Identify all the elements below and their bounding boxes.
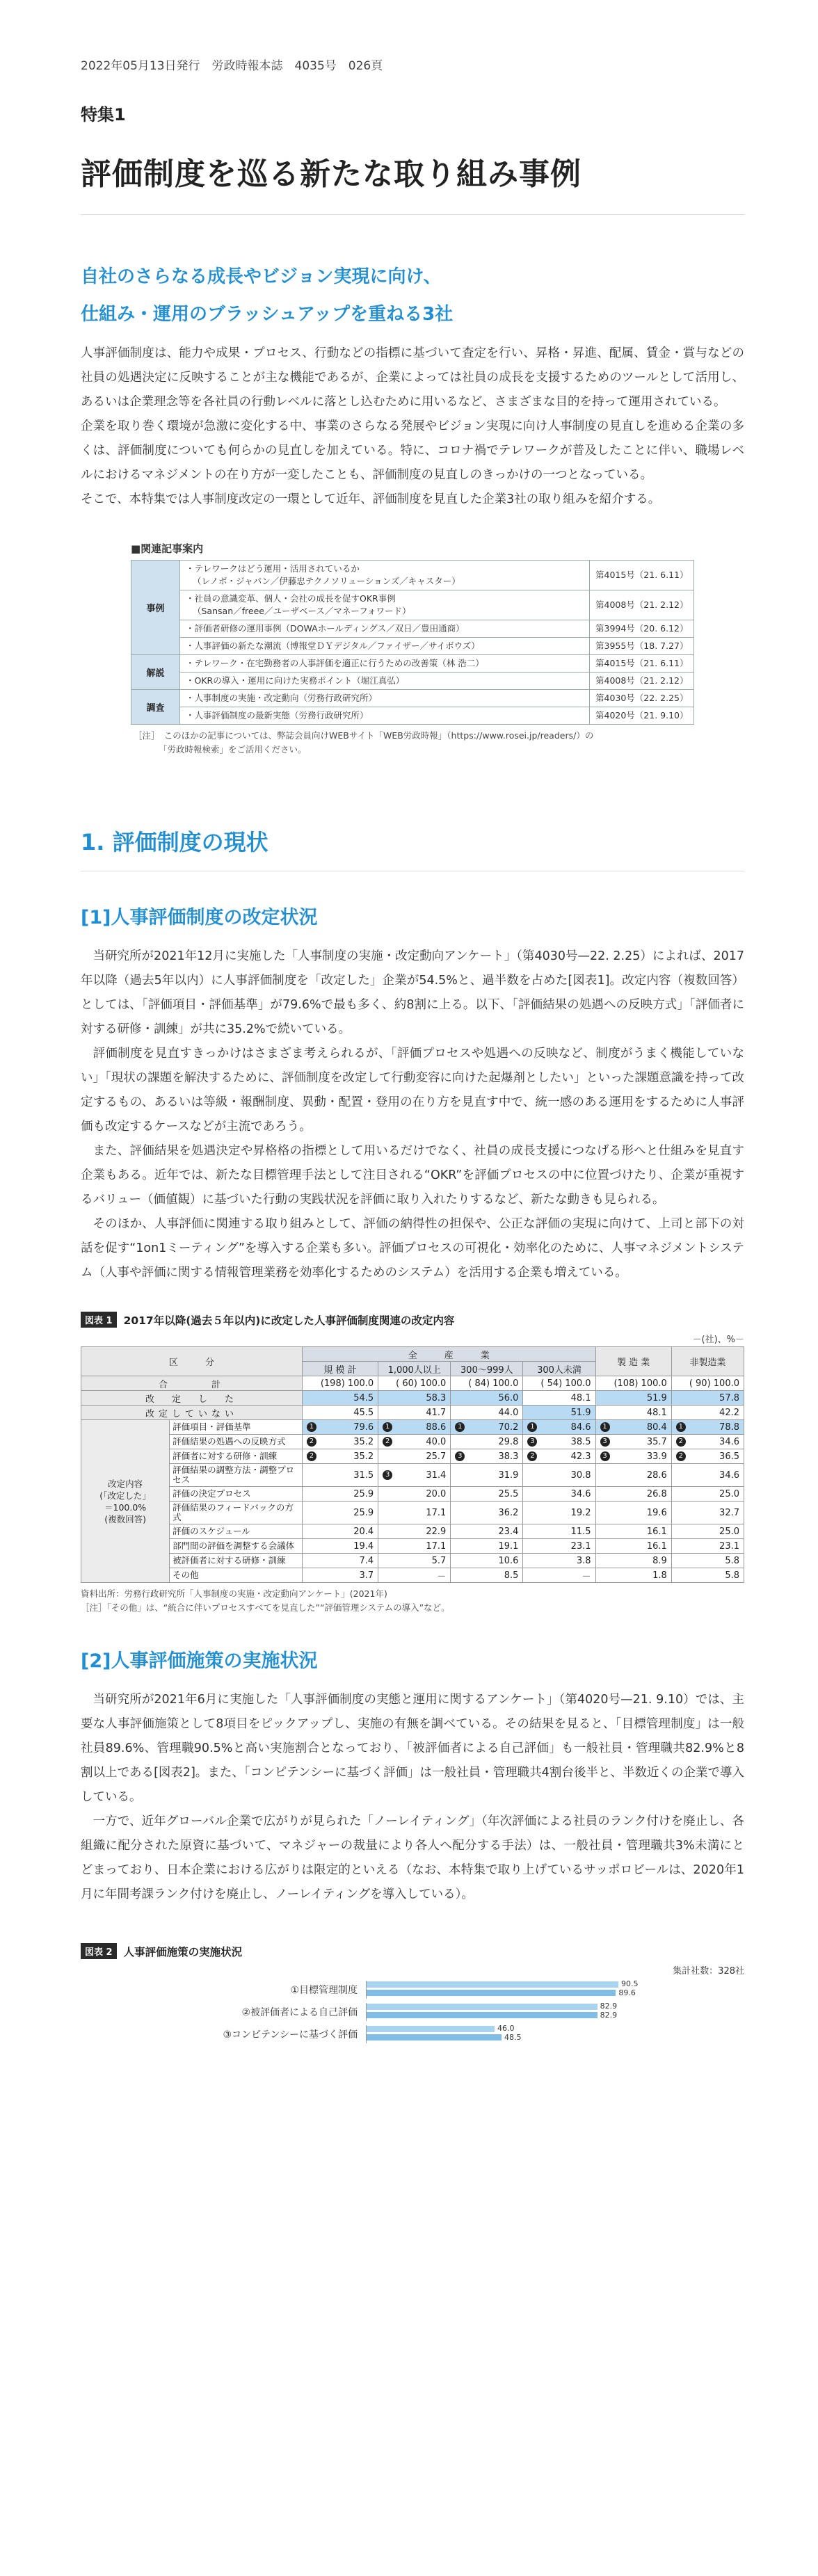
rank-badge: 3 — [455, 1451, 465, 1461]
related-row — [131, 638, 694, 655]
related-note-line: ［注］ このほかの記事については、弊誌会員向けWEBサイト「WEB労政時報」（https://www.rosei.jp/readers/）の — [134, 730, 594, 741]
issue-meta: 2022年05月13日発行 労政時報本誌 4035号 026頁 — [81, 59, 383, 73]
table-cell: ( 90) 100.0 — [671, 1376, 744, 1391]
bar-mark — [367, 2004, 598, 2010]
table-cell — [671, 1502, 744, 1524]
bar-value: 82.9 — [600, 2011, 618, 2020]
figure-2-bars — [81, 1981, 744, 2043]
table-cell — [523, 1524, 595, 1539]
table-cell — [523, 1449, 595, 1464]
bar-mark — [367, 1981, 618, 1988]
rank-badge: 2 — [383, 1437, 392, 1447]
body-paragraph: 当研究所が2021年12月に実施した「人事制度の実施・改定動向アンケート」（第4030号—22. 2.25）によれば、2017年以降（過去5年以内）に人事評価制度を「改定した」企業が54.5%と、過半数を占めた[図表1]。改定内容（複数回答）としては、「評価項目・評価基準」が79.6%で最も多く、約8割に上る。以下、「評価結果の処遇への反映方式」「評価者に対する研修・訓練」が共に35.2%で続いている。 — [81, 949, 744, 1036]
row-total-label: 合 計 — [81, 1376, 303, 1391]
table-cell — [378, 1568, 451, 1583]
cell-value: 31.5 — [353, 1470, 374, 1481]
cell-value: 31.4 — [426, 1470, 447, 1481]
related-item-title: ・テレワークはどう運用・活用されているか — [186, 563, 360, 574]
cell-value: － — [437, 1571, 447, 1582]
related-row — [131, 561, 694, 590]
table-cell — [302, 1539, 378, 1554]
cell-value: 31.9 — [498, 1470, 519, 1481]
related-articles-box — [131, 541, 694, 757]
table-cell — [302, 1435, 378, 1449]
cell-value: 5.8 — [725, 1570, 739, 1581]
table-cell — [451, 1554, 523, 1568]
table-cell — [302, 1524, 378, 1539]
related-item — [180, 638, 590, 655]
related-item — [180, 707, 590, 725]
rank-badge: 1 — [383, 1422, 392, 1432]
cell-value: 88.6 — [426, 1422, 447, 1433]
cell-value: 23.1 — [719, 1540, 739, 1552]
related-item — [180, 655, 590, 673]
related-articles-table — [131, 560, 694, 725]
table-cell — [302, 1420, 378, 1435]
cell-value: 28.6 — [646, 1470, 667, 1481]
item-label: 評価のスケジュール — [170, 1524, 303, 1539]
table-row — [81, 1568, 744, 1583]
cell-value: 35.2 — [353, 1451, 374, 1462]
cell-value: 3.8 — [576, 1555, 591, 1566]
rank-badge: 1 — [455, 1422, 465, 1432]
bar-mark — [367, 1990, 616, 1996]
cell-value: 22.9 — [426, 1526, 447, 1537]
cell-value: 5.8 — [725, 1555, 739, 1566]
table-cell — [595, 1435, 671, 1449]
rank-badge: 3 — [600, 1437, 610, 1447]
table-cell: 54.5 — [302, 1391, 378, 1406]
cell-value: 38.3 — [498, 1451, 519, 1462]
table-row — [81, 1502, 744, 1524]
item-label: 評価項目・評価基準 — [170, 1420, 303, 1435]
bar-mark — [367, 2026, 495, 2032]
cell-value: 33.9 — [646, 1451, 667, 1462]
cell-value: 40.0 — [426, 1436, 447, 1447]
table-row — [81, 1435, 744, 1449]
cell-value: 35.2 — [353, 1436, 374, 1447]
table-cell — [523, 1554, 595, 1568]
intro-paragraph: 人事評価制度は、能力や成果・プロセス、行動などの指標に基づいて査定を行い、昇格・昇進、配属、賃金・賞与などの社員の処遇決定に反映することが主な機能であるが、企業によっては社員の成長を支援するためのツールとして活用し、あるいは企業理念等を各社員の行動レベルに落とし込むために用いるなど、さまざまな目的を持って運用されている。 — [81, 346, 744, 409]
cell-value: 25.9 — [353, 1507, 374, 1518]
cell-value: 17.1 — [426, 1540, 447, 1552]
cell-value: 42.3 — [570, 1451, 591, 1462]
rank-badge: 2 — [307, 1437, 316, 1447]
bar-value: 82.9 — [600, 2002, 618, 2011]
item-label: 評価者に対する研修・訓練 — [170, 1449, 303, 1464]
cell-value: 16.1 — [646, 1526, 667, 1537]
table-cell: 48.1 — [523, 1391, 595, 1406]
section-heading: 1. 評価制度の現状 — [81, 829, 268, 855]
table-cell: ( 54) 100.0 — [523, 1376, 595, 1391]
table-cell: 51.9 — [595, 1391, 671, 1406]
body-paragraph: 一方で、近年グローバル企業で広がりが見られた「ノーレイティング」（年次評価による社員のランク付けを廃止し、各組織に配分された原資に基づいて、マネジャーの裁量により各人へ配分する手法）は、一般社員・管理職共3%未満にとどまっており、日本企業における広がりは限定的といえる（なお、本特集で取り上げているサッポロビールは、2020年1月に年間考課ランク付けを廃止し、ノーレイティングを導入している）。 — [81, 1814, 744, 1901]
related-issue-number: 第4015号（21. 6.11） — [590, 561, 694, 590]
figure-1-table — [81, 1346, 744, 1583]
rank-badge: 2 — [307, 1451, 316, 1461]
table-cell — [451, 1502, 523, 1524]
table-cell — [671, 1420, 744, 1435]
table-cell — [378, 1554, 451, 1568]
related-issue-number: 第3955号（18. 7.27） — [590, 638, 694, 655]
table-cell — [451, 1464, 523, 1487]
table-cell — [302, 1502, 378, 1524]
subsection-heading: [2]人事評価施策の実施状況 — [81, 1650, 318, 1672]
col-header-kubun: 区 分 — [81, 1347, 303, 1376]
cell-value: 7.4 — [359, 1555, 374, 1566]
table-cell: 58.3 — [378, 1391, 451, 1406]
figure-1-source-line: 資料出所：労務行政研究所「人事制度の実施・改定動向アンケート」(2021年) — [81, 1588, 387, 1599]
table-row — [81, 1464, 744, 1487]
table-cell — [595, 1502, 671, 1524]
table-cell — [302, 1554, 378, 1568]
related-item-title: ・テレワーク・在宅勤務者の人事評価を適正に行うための改善策（林 浩二） — [186, 658, 484, 668]
bar-label: ①目標管理制度 — [290, 1985, 358, 1996]
rank-badge: 1 — [600, 1422, 610, 1432]
table-cell — [671, 1487, 744, 1502]
cell-value: 35.7 — [646, 1436, 667, 1447]
related-row — [131, 620, 694, 638]
col-header-size-mid: 300～999人 — [451, 1362, 523, 1376]
table-row — [81, 1487, 744, 1502]
cell-value: 34.6 — [570, 1488, 591, 1499]
cell-value: 19.6 — [646, 1507, 667, 1518]
related-issue-number: 第4008号（21. 2.12） — [590, 673, 694, 690]
table-cell — [378, 1524, 451, 1539]
figure-2 — [81, 1943, 744, 2043]
row-not-changed — [81, 1406, 744, 1420]
category-cell: 改定内容 (「改定した」 ＝100.0% (複数回答) — [81, 1420, 170, 1583]
rank-badge: 1 — [307, 1422, 316, 1432]
subsection-heading: [1]人事評価制度の改定状況 — [81, 907, 318, 928]
related-category: 解説 — [131, 655, 180, 690]
table-cell — [523, 1502, 595, 1524]
figure-1-note: ［注］「その他」は、“統合に伴いプロセスすべてを見直した”“評価管理システムの導入”など。 — [81, 1602, 450, 1613]
intro-paragraph: 企業を取り巻く環境が急激に変化する中、事業のさらなる発展やビジョン実現に向け人事制度の見直しを進める企業の多くは、評価制度についても何らかの見直しを加えている。特に、コロナ禍でテレワークが普及したことに伴い、職場レベルにおけるマネジメントの在り方が一変したことも、評価制度の見直しのきっかけの一つとなっている。 — [81, 419, 744, 482]
table-cell — [523, 1435, 595, 1449]
related-item-title: ・OKRの導入・運用に向けた実務ポイント（堀江真弘） — [186, 675, 405, 686]
figure-2-title — [81, 1943, 744, 1959]
related-issue-number: 第4030号（22. 2.25） — [590, 690, 694, 707]
related-note-line: 「労政時報検索」をご活用ください。 — [159, 744, 307, 755]
item-label: 部門間の評価を調整する会議体 — [170, 1539, 303, 1554]
table-cell — [523, 1539, 595, 1554]
col-header-non-manufacturing: 非製造業 — [671, 1347, 744, 1376]
cell-value: 1.8 — [652, 1570, 667, 1581]
related-item-title: ・評価者研修の運用事例（DOWAホールディングス／双日／豊田通商） — [186, 623, 465, 634]
table-cell: (198) 100.0 — [302, 1376, 378, 1391]
table-cell — [595, 1554, 671, 1568]
cell-value: 36.5 — [719, 1451, 739, 1462]
cell-value: 11.5 — [570, 1526, 591, 1537]
related-issue-number: 第3994号（20. 6.12） — [590, 620, 694, 638]
item-label: 評価結果の処遇への反映方式 — [170, 1435, 303, 1449]
table-row — [81, 1539, 744, 1554]
cell-value: 20.0 — [426, 1488, 447, 1499]
table-cell — [451, 1568, 523, 1583]
table-cell — [378, 1539, 451, 1554]
table-cell: 45.5 — [302, 1406, 378, 1420]
table-cell: ( 60) 100.0 — [378, 1376, 451, 1391]
table-cell — [451, 1435, 523, 1449]
table-cell — [671, 1464, 744, 1487]
rank-badge: 3 — [600, 1451, 610, 1461]
table-cell — [523, 1464, 595, 1487]
intro-text — [81, 341, 744, 512]
rank-badge: 1 — [527, 1422, 537, 1432]
intro-paragraph: そこで、本特集では人事制度改定の一環として近年、評価制度を見直した企業3社の取り組みを紹介する。 — [81, 492, 661, 506]
item-label: 評価結果のフィードバックの方式 — [170, 1502, 303, 1524]
cell-value: 19.1 — [498, 1540, 519, 1552]
table-cell — [302, 1568, 378, 1583]
cell-value: 34.6 — [719, 1436, 739, 1447]
row-changed — [81, 1391, 744, 1406]
cell-value: 30.8 — [570, 1470, 591, 1481]
page-title: 評価制度を巡る新たな取り組み事例 — [81, 156, 582, 192]
bar-value: 89.6 — [618, 1988, 636, 1997]
table-cell — [378, 1420, 451, 1435]
figure-2-count: 集計社数：328社 — [673, 1966, 744, 1977]
cell-value: 70.2 — [498, 1422, 519, 1433]
table-cell — [451, 1449, 523, 1464]
col-header-all-industries: 全 産 業 — [302, 1347, 595, 1362]
related-row — [131, 690, 694, 707]
table-cell: 42.2 — [671, 1406, 744, 1420]
lead-heading — [81, 258, 744, 333]
rank-badge: 2 — [527, 1451, 537, 1461]
figure-1-source — [81, 1587, 744, 1615]
figure-1-unit: －(社)、%－ — [692, 1335, 744, 1345]
related-row — [131, 590, 694, 620]
related-issue-number: 第4020号（21. 9.10） — [590, 707, 694, 725]
related-articles-title: ■関連記事案内 — [131, 542, 204, 555]
table-cell — [595, 1568, 671, 1583]
table-cell — [671, 1524, 744, 1539]
related-item-subtitle: （Sansan／freee／ユーザベース／マネーフォワード） — [193, 606, 411, 616]
cell-value: 38.5 — [570, 1436, 591, 1447]
cell-value: 36.2 — [498, 1507, 519, 1518]
table-cell — [523, 1420, 595, 1435]
table-cell — [378, 1449, 451, 1464]
cell-value: 32.7 — [719, 1507, 739, 1518]
related-item-title: ・人事制度の実施・改定動向（労務行政研究所） — [186, 693, 378, 703]
cell-value: 16.1 — [646, 1540, 667, 1552]
table-cell — [595, 1539, 671, 1554]
related-item-title: ・人事評価の新たな潮流（博報堂ＤＹデジタル／ファイザー／サイボウズ） — [186, 641, 480, 651]
cell-value: 25.7 — [426, 1451, 447, 1462]
table-cell — [671, 1449, 744, 1464]
row-total — [81, 1376, 744, 1391]
related-item — [180, 561, 590, 590]
related-item — [180, 690, 590, 707]
item-label: 評価結果の調整方法・調整プロセス — [170, 1464, 303, 1487]
item-label: その他 — [170, 1568, 303, 1583]
figure-1-badge: 図表 1 — [81, 1312, 117, 1328]
rank-badge: 1 — [676, 1422, 686, 1432]
table-cell — [671, 1435, 744, 1449]
figure-2-caption: 人事評価施策の実施状況 — [123, 1945, 243, 1958]
table-cell: (108) 100.0 — [595, 1376, 671, 1391]
figure-2-badge: 図表 2 — [81, 1943, 117, 1959]
bar-row — [81, 2025, 744, 2043]
rank-badge: 2 — [676, 1451, 686, 1461]
table-cell — [451, 1420, 523, 1435]
item-label: 被評価者に対する研修・訓練 — [170, 1554, 303, 1568]
row-not-changed-label: 改定していない — [81, 1406, 303, 1420]
table-cell — [523, 1487, 595, 1502]
table-row — [81, 1449, 744, 1464]
body-paragraph: 評価制度を見直すきっかけはさまざま考えられるが、「評価プロセスや処遇への反映など、制度がうまく機能していない」「現状の課題を解決するために、評価制度を改定して行動変容に向けた起爆剤としたい」といった課題意識を持って改定するもの、あるいは等級・報酬制度、異動・配置・登用の在り方を見直す中で、統一感のある運用をするために人事評価も改定するケースなどが主流であろう。 — [81, 1047, 744, 1134]
table-row — [81, 1420, 744, 1435]
cell-value: 8.9 — [652, 1555, 667, 1566]
rank-badge: 3 — [527, 1437, 537, 1447]
row-changed-label: 改 定 し た — [81, 1391, 303, 1406]
table-cell — [302, 1487, 378, 1502]
related-row — [131, 655, 694, 673]
table-cell — [595, 1487, 671, 1502]
table-cell: ( 84) 100.0 — [451, 1376, 523, 1391]
cell-value: 8.5 — [504, 1570, 519, 1581]
related-category: 調査 — [131, 690, 180, 725]
related-category: 事例 — [131, 561, 180, 655]
cell-value: 84.6 — [570, 1422, 591, 1433]
bar-row — [81, 2003, 744, 2021]
cell-value: 23.1 — [570, 1540, 591, 1552]
table-cell — [595, 1449, 671, 1464]
related-item-subtitle: （レノボ・ジャパン／伊藤忠テクノソリューションズ／キャスター） — [193, 576, 460, 586]
bar-label: ②被評価者による自己評価 — [241, 2007, 358, 2018]
table-cell — [595, 1524, 671, 1539]
cell-value: 79.6 — [353, 1422, 374, 1433]
related-issue-number: 第4015号（21. 6.11） — [590, 655, 694, 673]
table-cell — [302, 1464, 378, 1487]
body-paragraph: 当研究所が2021年6月に実施した「人事評価制度の実態と運用に関するアンケート」（第4020号—21. 9.10）では、主要な人事評価施策として8項目をピックアップし、実施の有無を調べている。その結果を見ると、「目標管理制度」は一般社員89.6%、管理職90.5%と高い実施割合となっており、「被評価者による自己評価」も一般社員・管理職共82.9%と8割以上である[図表2]。また、「コンピテンシーに基づく評価」は一般社員・管理職共4割台後半と、半数近くの企業で導入している。 — [81, 1693, 744, 1804]
col-header-total: 規 模 計 — [302, 1362, 378, 1376]
table-cell — [378, 1487, 451, 1502]
bar-value: 46.0 — [497, 2024, 515, 2033]
table-cell: 48.1 — [595, 1406, 671, 1420]
table-cell — [451, 1487, 523, 1502]
table-cell: 51.9 — [523, 1406, 595, 1420]
body-paragraph: そのほか、人事評価に関連する取り組みとして、評価の納得性の担保や、公正な評価の実現に向けて、上司と部下の対話を促す“1on1ミーティング”を導入する企業も多い。評価プロセスの可視化・効率化のために、人事マネジメントシステム（人事や評価に関する情報管理業務を効率化するためのシステム）を活用する企業も増えている。 — [81, 1217, 744, 1280]
cell-value: 78.8 — [719, 1422, 739, 1433]
cell-value: 29.8 — [498, 1436, 519, 1447]
bar-mark — [367, 2034, 502, 2040]
feature-kicker: 特集1 — [81, 105, 126, 124]
bar-label: ③コンピテンシーに基づく評価 — [223, 2029, 358, 2040]
cell-value: 25.0 — [719, 1526, 739, 1537]
related-item — [180, 620, 590, 638]
table-cell — [671, 1568, 744, 1583]
related-item-title: ・人事評価制度の最新実態（労務行政研究所） — [186, 710, 369, 721]
cell-value: 80.4 — [646, 1422, 667, 1433]
related-item — [180, 590, 590, 620]
table-row — [81, 1554, 744, 1568]
table-cell — [451, 1524, 523, 1539]
table-cell — [523, 1568, 595, 1583]
body-paragraph: また、評価結果を処遇決定や昇格格の指標として用いるだけでなく、社員の成長支援につなげる形へと仕組みを見直す企業もある。近年では、新たな目標管理手法として注目される“OKR”を評価プロセスの中に位置づけたり、企業が重視するバリュー（価値観）に基づいた行動の実践状況を評価に取り入れたりするなど、新たな動きも見られる。 — [81, 1144, 744, 1207]
table-cell — [595, 1464, 671, 1487]
title-divider — [81, 214, 744, 215]
rank-badge: 3 — [383, 1470, 392, 1480]
table-cell — [378, 1502, 451, 1524]
table-cell — [302, 1449, 378, 1464]
bar-area — [366, 2025, 658, 2043]
related-issue-number: 第4008号（21. 2.12） — [590, 590, 694, 620]
cell-value: 3.7 — [359, 1570, 374, 1581]
col-header-manufacturing: 製 造 業 — [595, 1347, 671, 1376]
table-cell: 44.0 — [451, 1406, 523, 1420]
cell-value: 5.7 — [431, 1555, 447, 1566]
cell-value: 25.0 — [719, 1488, 739, 1499]
lead-line-1: 自社のさらなる成長やビジョン実現に向け、 — [81, 266, 442, 287]
bar-value: 48.5 — [504, 2033, 522, 2042]
table-cell — [671, 1554, 744, 1568]
figure-1 — [81, 1312, 744, 1615]
cell-value: 17.1 — [426, 1507, 447, 1518]
related-item — [180, 673, 590, 690]
col-header-size-small: 300人未満 — [523, 1362, 595, 1376]
table-cell — [378, 1435, 451, 1449]
cell-value: 19.2 — [570, 1507, 591, 1518]
cell-value: 34.6 — [719, 1470, 739, 1481]
col-header-size-large: 1,000人以上 — [378, 1362, 451, 1376]
related-row — [131, 673, 694, 690]
table-cell — [451, 1539, 523, 1554]
cell-value: 26.8 — [646, 1488, 667, 1499]
figure-1-caption: 2017年以降(過去５年以内)に改定した人事評価制度関連の改定内容 — [123, 1314, 455, 1327]
cell-value: 20.4 — [353, 1526, 374, 1537]
bar-area — [366, 2003, 658, 2021]
related-row — [131, 707, 694, 725]
lead-line-2: 仕組み・運用のブラッシュアップを重ねる3社 — [81, 304, 454, 325]
bar-row — [81, 1981, 744, 1999]
cell-value: － — [582, 1571, 591, 1582]
figure-1-title — [81, 1312, 744, 1328]
item-label: 評価の決定プロセス — [170, 1487, 303, 1502]
bar-mark — [367, 2012, 598, 2018]
table-cell — [671, 1539, 744, 1554]
cell-value: 25.5 — [498, 1488, 519, 1499]
table-cell: 41.7 — [378, 1406, 451, 1420]
table-row — [81, 1524, 744, 1539]
table-cell: 56.0 — [451, 1391, 523, 1406]
bar-value: 90.5 — [621, 1979, 639, 1988]
table-cell — [378, 1464, 451, 1487]
bar-area — [366, 1981, 658, 1999]
rank-badge: 2 — [676, 1437, 686, 1447]
cell-value: 23.4 — [498, 1526, 519, 1537]
table-cell — [595, 1420, 671, 1435]
table-cell: 57.8 — [671, 1391, 744, 1406]
cell-value: 25.9 — [353, 1488, 374, 1499]
cell-value: 10.6 — [498, 1555, 519, 1566]
related-item-title: ・社員の意識変革、個人・会社の成長を促すOKR事例 — [186, 593, 396, 604]
related-note — [131, 729, 694, 757]
cell-value: 19.4 — [353, 1540, 374, 1552]
